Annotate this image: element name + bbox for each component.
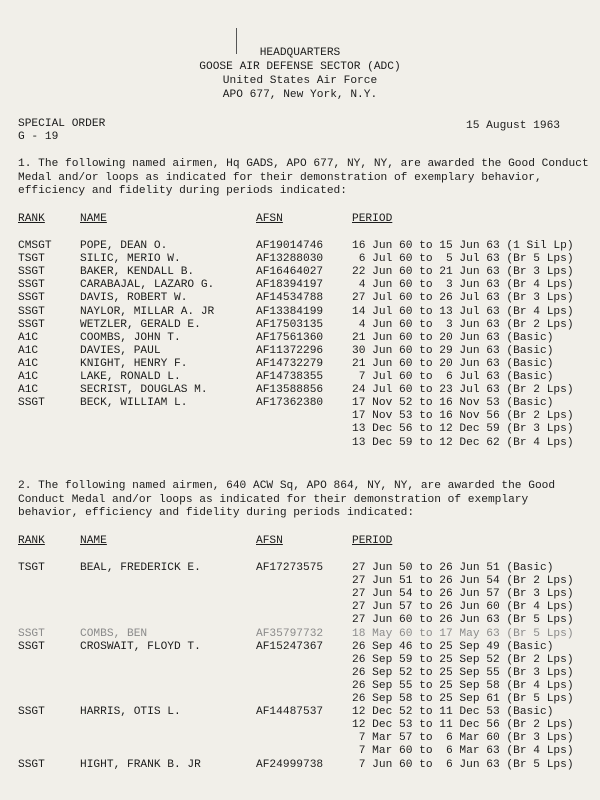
- afsn-cell: AF17273575: [256, 562, 324, 574]
- period-cell: 24 Jul 60 to 23 Jul 63 (Br 2 Lps): [352, 384, 574, 397]
- rank-cell: SSGT: [18, 279, 45, 292]
- letterhead-line-4: APO 677, New York, N.Y.: [222, 89, 378, 101]
- period-cell: 4 Jun 60 to 3 Jun 63 (Br 4 Lps): [352, 279, 574, 292]
- afsn-cell: AF13384199: [256, 305, 324, 318]
- name-cell: LAKE, RONALD L.: [80, 371, 181, 383]
- table-row: [0, 306, 600, 319]
- period-cell: 12 Dec 53 to 11 Dec 56 (Br 2 Lps): [352, 719, 574, 732]
- afsn-cell: AF17503135: [256, 318, 324, 331]
- afsn-cell: AF15247367: [256, 640, 324, 653]
- period-cell: 27 Jun 60 to 26 Jun 63 (Br 5 Lps): [352, 614, 574, 627]
- col-period-header: PERIOD: [352, 535, 393, 547]
- col-period-header: PERIOD: [352, 213, 393, 225]
- table-row: [0, 667, 600, 680]
- name-cell: SILIC, MERIO W.: [80, 253, 181, 266]
- rank-cell: SSGT: [18, 758, 45, 771]
- afsn-cell: AF13588856: [256, 384, 324, 397]
- table-row: [0, 706, 600, 719]
- name-cell: NAYLOR, MILLAR A. JR: [80, 305, 215, 318]
- rank-cell: SSGT: [18, 706, 45, 719]
- afsn-cell: AF18394197: [256, 279, 324, 292]
- table-row: [0, 641, 600, 654]
- afsn-cell: AF11372296: [256, 344, 324, 357]
- rank-cell: SSGT: [18, 318, 45, 331]
- name-cell: KNIGHT, HENRY F.: [80, 357, 188, 370]
- period-cell: 13 Dec 59 to 12 Dec 62 (Br 4 Lps): [352, 436, 574, 449]
- section-1-text: 1. The following named airmen, Hq GADS, APO 677, NY, NY, are awarded the Good Conduct Medal and/or loops as indicated for their demonstration of exemplary behavior, efficiency and fidelity during periods indicated:: [18, 158, 589, 198]
- name-cell: SECRIST, DOUGLAS M.: [80, 384, 208, 397]
- afsn-cell: AF14732279: [256, 357, 324, 370]
- col-name-header: NAME: [80, 213, 107, 225]
- period-cell: 16 Jun 60 to 15 Jun 63 (1 Sil Lp): [352, 240, 574, 252]
- section-2-table-header: [0, 535, 600, 548]
- rank-cell: SSGT: [18, 305, 45, 318]
- period-cell: 18 May 60 to 17 May 63 (Br 5 Lps): [352, 627, 574, 640]
- order-title: SPECIAL ORDER: [18, 118, 106, 130]
- period-cell: 26 Sep 52 to 25 Sep 55 (Br 3 Lps): [352, 666, 574, 679]
- table-row: [0, 423, 600, 436]
- period-cell: 4 Jun 60 to 3 Jun 63 (Br 2 Lps): [352, 318, 574, 331]
- table-row: [0, 319, 600, 332]
- table-row: [0, 358, 600, 371]
- rank-cell: SSGT: [18, 640, 45, 653]
- table-row: [0, 253, 600, 266]
- rank-cell: A1C: [18, 371, 39, 383]
- name-cell: CROSWAIT, FLOYD T.: [80, 640, 201, 653]
- table-row: [0, 588, 600, 601]
- col-afsn-header: AFSN: [256, 535, 283, 547]
- table-row: [0, 410, 600, 423]
- name-cell: BECK, WILLIAM L.: [80, 397, 188, 410]
- period-cell: 12 Dec 52 to 11 Dec 53 (Basic): [352, 706, 554, 719]
- name-cell: COOMBS, JOHN T.: [80, 331, 181, 344]
- period-cell: 7 Jul 60 to 6 Jul 63 (Basic): [352, 371, 554, 383]
- afsn-cell: AF17362380: [256, 397, 324, 410]
- period-cell: 6 Jul 60 to 5 Jul 63 (Br 5 Lps): [352, 253, 574, 266]
- table-row: [0, 654, 600, 667]
- table-row: [0, 719, 600, 732]
- table-row: [0, 759, 600, 772]
- table-row: [0, 745, 600, 758]
- letterhead-line-3: United States Air Force: [222, 75, 378, 87]
- table-row: [0, 562, 600, 575]
- letterhead-line-1: HEADQUARTERS: [259, 47, 341, 59]
- table-row: [0, 732, 600, 745]
- period-cell: 13 Dec 56 to 12 Dec 59 (Br 3 Lps): [352, 423, 574, 436]
- section-1-table-header: [0, 213, 600, 226]
- afsn-cell: AF35797732: [256, 627, 324, 640]
- col-name-header: NAME: [80, 535, 107, 547]
- table-row: [0, 693, 600, 706]
- table-row: [0, 575, 600, 588]
- table-row: [0, 601, 600, 614]
- period-cell: 26 Sep 58 to 25 Sep 61 (Br 5 Lps): [352, 693, 574, 705]
- table-row: [0, 240, 600, 253]
- name-cell: HARRIS, OTIS L.: [80, 706, 181, 719]
- period-cell: 7 Jun 60 to 6 Jun 63 (Br 5 Lps): [352, 758, 574, 771]
- rank-cell: TSGT: [18, 253, 45, 266]
- period-cell: 27 Jul 60 to 26 Jul 63 (Br 3 Lps): [352, 292, 574, 305]
- period-cell: 30 Jun 60 to 29 Jun 63 (Basic): [352, 344, 554, 357]
- name-cell: BEAL, FREDERICK E.: [80, 562, 201, 574]
- letterhead-line-2: GOOSE AIR DEFENSE SECTOR (ADC): [199, 61, 401, 73]
- name-cell: CARABAJAL, LAZARO G.: [80, 279, 215, 292]
- period-cell: 27 Jun 50 to 26 Jun 51 (Basic): [352, 562, 554, 574]
- period-cell: 26 Sep 59 to 25 Sep 52 (Br 2 Lps): [352, 653, 574, 666]
- rank-cell: A1C: [18, 357, 39, 370]
- table-row: [0, 279, 600, 292]
- letterhead: [0, 46, 600, 102]
- period-cell: 14 Jul 60 to 13 Jul 63 (Br 4 Lps): [352, 305, 574, 318]
- afsn-cell: AF14738355: [256, 371, 324, 383]
- col-rank-header: RANK: [18, 535, 45, 547]
- col-afsn-header: AFSN: [256, 213, 283, 225]
- name-cell: COMBS, BEN: [80, 627, 148, 640]
- period-cell: 17 Nov 52 to 16 Nov 53 (Basic): [352, 397, 554, 410]
- period-cell: 7 Mar 57 to 6 Mar 60 (Br 3 Lps): [352, 732, 574, 745]
- table-row: [0, 292, 600, 305]
- table-row: [0, 345, 600, 358]
- period-cell: 21 Jun 60 to 20 Jun 63 (Basic): [352, 357, 554, 370]
- table-row: [0, 628, 600, 641]
- period-cell: 27 Jun 51 to 26 Jun 54 (Br 2 Lps): [352, 575, 574, 588]
- afsn-cell: AF13288030: [256, 253, 324, 266]
- name-cell: POPE, DEAN O.: [80, 240, 168, 252]
- col-rank-header: RANK: [18, 213, 45, 225]
- name-cell: BAKER, KENDALL B.: [80, 266, 195, 279]
- period-cell: 22 Jun 60 to 21 Jun 63 (Br 3 Lps): [352, 266, 574, 279]
- name-cell: DAVIES, PAUL: [80, 344, 161, 357]
- rank-cell: SSGT: [18, 266, 45, 279]
- rank-cell: A1C: [18, 344, 39, 357]
- name-cell: DAVIS, ROBERT W.: [80, 292, 188, 305]
- order-date: 15 August 1963: [466, 120, 560, 132]
- period-cell: 26 Sep 46 to 25 Sep 49 (Basic): [352, 640, 554, 653]
- afsn-cell: AF14487537: [256, 706, 324, 719]
- table-row: [0, 437, 600, 450]
- afsn-cell: AF17561360: [256, 331, 324, 344]
- rank-cell: SSGT: [18, 627, 45, 640]
- afsn-cell: AF14534788: [256, 292, 324, 305]
- table-row: [0, 371, 600, 384]
- period-cell: 21 Jun 60 to 20 Jun 63 (Basic): [352, 331, 554, 344]
- afsn-cell: AF19014746: [256, 240, 324, 252]
- name-cell: WETZLER, GERALD E.: [80, 318, 201, 331]
- order-number: G - 19: [18, 131, 59, 143]
- rank-cell: CMSGT: [18, 240, 52, 252]
- period-cell: 27 Jun 57 to 26 Jun 60 (Br 4 Lps): [352, 601, 574, 614]
- table-row: [0, 266, 600, 279]
- period-cell: 7 Mar 60 to 6 Mar 63 (Br 4 Lps): [352, 745, 574, 758]
- table-row: [0, 332, 600, 345]
- rank-cell: SSGT: [18, 292, 45, 305]
- afsn-cell: AF16464027: [256, 266, 324, 279]
- rank-cell: SSGT: [18, 397, 45, 410]
- afsn-cell: AF24999738: [256, 758, 324, 771]
- name-cell: HIGHT, FRANK B. JR: [80, 758, 201, 771]
- table-row: [0, 384, 600, 397]
- table-row: [0, 614, 600, 627]
- section-2-text: 2. The following named airmen, 640 ACW Sq, APO 864, NY, NY, are awarded the Good Conduct Medal and/or loops as indicated for their demonstration of exemplary behavior, efficiency and fidelity during periods indicated:: [18, 480, 556, 520]
- table-row: [0, 397, 600, 410]
- table-row: [0, 680, 600, 693]
- period-cell: 26 Sep 55 to 25 Sep 58 (Br 4 Lps): [352, 679, 574, 692]
- period-cell: 17 Nov 53 to 16 Nov 56 (Br 2 Lps): [352, 410, 574, 423]
- rank-cell: A1C: [18, 331, 39, 344]
- period-cell: 27 Jun 54 to 26 Jun 57 (Br 3 Lps): [352, 588, 574, 601]
- rank-cell: A1C: [18, 384, 39, 397]
- rank-cell: TSGT: [18, 562, 45, 574]
